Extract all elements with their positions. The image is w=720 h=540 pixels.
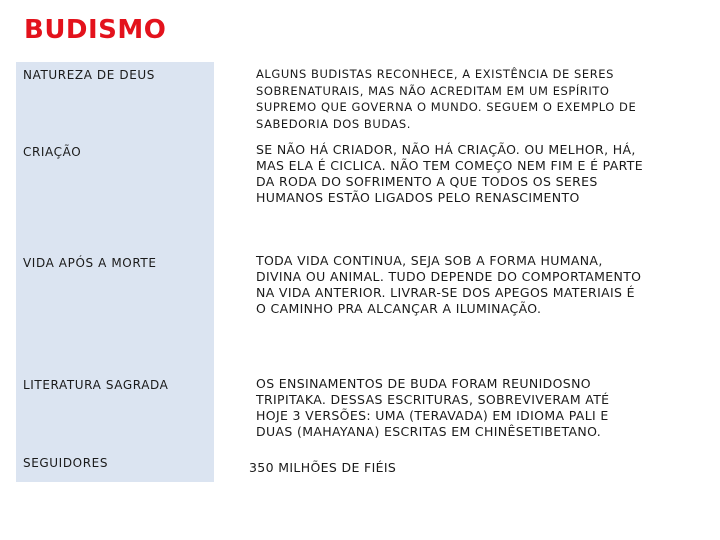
row-text-natureza-de-deus: ALGUNS BUDISTAS RECONHECE, A EXISTÊNCIA DE SERES SOBRENATURAIS, MAS NÃO ACREDITAM EM UM ESPÍRITO SUPREMO QUE GOVERNA O MUNDO. SEGUEM O EXEMPLO DE SABEDORIA DOS BUDAS. — [256, 67, 637, 131]
row-label-seguidores: SEGUIDORES — [23, 456, 109, 470]
row-label-vida-apos-a-morte: VIDA APÓS A MORTE — [23, 256, 157, 270]
row-label-literatura-sagrada: LITERATURA SAGRADA — [23, 378, 169, 392]
row-text-seguidores: 350 MILHÕES DE FIÉIS — [249, 460, 397, 475]
page-title: BUDISMO — [24, 15, 167, 45]
row-label-criacao: CRIAÇÃO — [23, 145, 82, 159]
row-text-literatura-sagrada: OS ENSINAMENTOS DE BUDA FORAM REUNIDOSNO TRIPITAKA. DESSAS ESCRITURAS, SOBREVIVERAM ATÉ HOJE 3 VERSÕES: UMA (TERAVADA) EM IDIOMA PALI E DUAS (MAHAYANA) ESCRITAS EM CHINÊSETIBETANO. — [256, 376, 610, 439]
row-label-natureza-de-deus: NATUREZA DE DEUS — [23, 68, 155, 82]
label-column — [16, 62, 214, 482]
row-text-vida-apos-a-morte: TODA VIDA CONTINUA, SEJA SOB A FORMA HUMANA, DIVINA OU ANIMAL. TUDO DEPENDE DO COMPORTAMENTO NA VIDA ANTERIOR. LIVRAR-SE DOS APEGOS MATERIAIS É O CAMINHO PRA ALCANÇAR A ILUMINAÇÃO. — [256, 253, 642, 316]
row-text-criacao: SE NÃO HÁ CRIADOR, NÃO HÁ CRIAÇÃO. OU MELHOR, HÁ, MAS ELA É CICLICA. NÃO TEM COMEÇO NEM FIM E É PARTE DA RODA DO SOFRIMENTO A QUE TODOS OS SERES HUMANOS ESTÃO LIGADOS PELO RENASCIMENTO — [256, 142, 643, 205]
